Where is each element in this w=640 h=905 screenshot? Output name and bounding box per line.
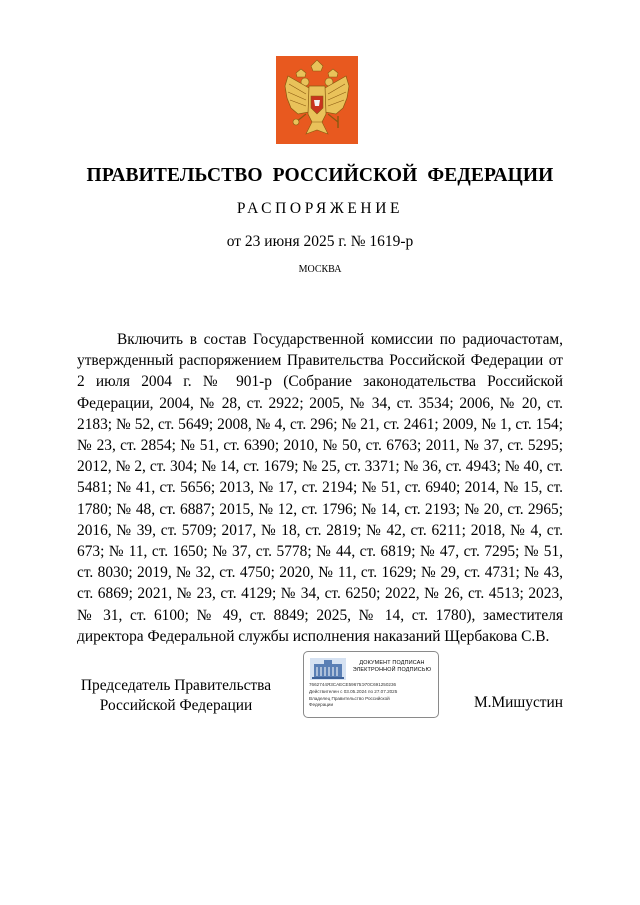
document-city: МОСКВА	[298, 264, 342, 275]
government-title: ПРАВИТЕЛЬСТВО РОССИЙСКОЙ ФЕДЕРАЦИИ	[86, 165, 554, 186]
coat-of-arms-emblem	[276, 56, 358, 144]
signer-position-line2: Российской Федерации	[99, 697, 253, 714]
stamp-title-line2: ЭЛЕКТРОННОЙ ПОДПИСЬЮ	[352, 667, 432, 673]
stamp-title	[348, 660, 436, 674]
document-date-number: от 23 июня 2025 г. № 1619-р	[226, 233, 414, 250]
stamp-certificate: 7662744Я3CAECE59675Э70C691250236	[309, 682, 397, 687]
document-type: РАСПОРЯЖЕНИЕ	[236, 200, 404, 217]
signer-position-line1: Председатель Правительства	[80, 677, 272, 694]
body-paragraph: Включить в состав Государственной комиссии по радиочастотам, утвержденный распоряжением Правительства Российской Федерации от 2 июля 2004 г. № 901-р (Собрание законодательства Российской Федерации, 2004, № 28, ст. 2922; 2005, № 34, ст. 3534; 2006, № 20, ст. 2183; № 52, ст. 5649; 2008, № 4, ст. 296; № 21, ст. 2461; 2009, № 1, ст. 154; № 23, ст. 2854; № 51, ст. 6390; 2010, № 50, ст. 6763; 2011, № 37, ст. 5295; 2012, № 2, ст. 304; № 14, ст. 1679; № 25, ст. 3371; № 36, ст. 4943; № 40, ст. 5481; № 41, ст. 5656; 2013, № 17, ст. 2194; № 51, ст. 6940; 2014, № 15, ст. 1780; № 48, ст. 6887; 2015, № 12, ст. 1796; № 14, ст. 2193; № 20, ст. 2965; 2016, № 39, ст. 5709; 2017, № 18, ст. 2819; № 42, ст. 6211; 2018, № 4, ст. 673; № 11, ст. 1650; № 37, ст. 5778; № 44, ст. 6819; № 47, ст. 7295; № 51, ст. 8030; 2019, № 32, ст. 4750; 2020, № 11, ст. 1629; № 29, ст. 4731; № 43, ст. 6869; 2021, № 23, ст. 4129; № 34, ст. 6250; 2022, № 26, ст. 4513; 2023, № 31, ст. 6100; № 49, ст. 8849; 2025, № 14, ст. 1780), заместителя директора Федеральной службы исполнения наказаний Щербакова С.В.	[77, 331, 563, 645]
stamp-title-line1: ДОКУМЕНТ ПОДПИСАН	[359, 660, 425, 666]
stamp-validity: Действителен с 03.05.2024 по 27.07.2025	[309, 689, 398, 694]
government-building-icon	[310, 658, 346, 680]
russian-coat-of-arms-icon	[276, 56, 358, 144]
signer-name: М.Мишустин	[473, 694, 563, 711]
stamp-logo	[310, 658, 346, 680]
signer-position	[76, 676, 276, 716]
stamp-owner-line1: Владелец Правительство Российской	[309, 696, 390, 701]
electronic-signature-stamp	[303, 651, 439, 718]
document-body	[77, 329, 563, 647]
stamp-owner-line2: Федерации	[309, 702, 334, 707]
